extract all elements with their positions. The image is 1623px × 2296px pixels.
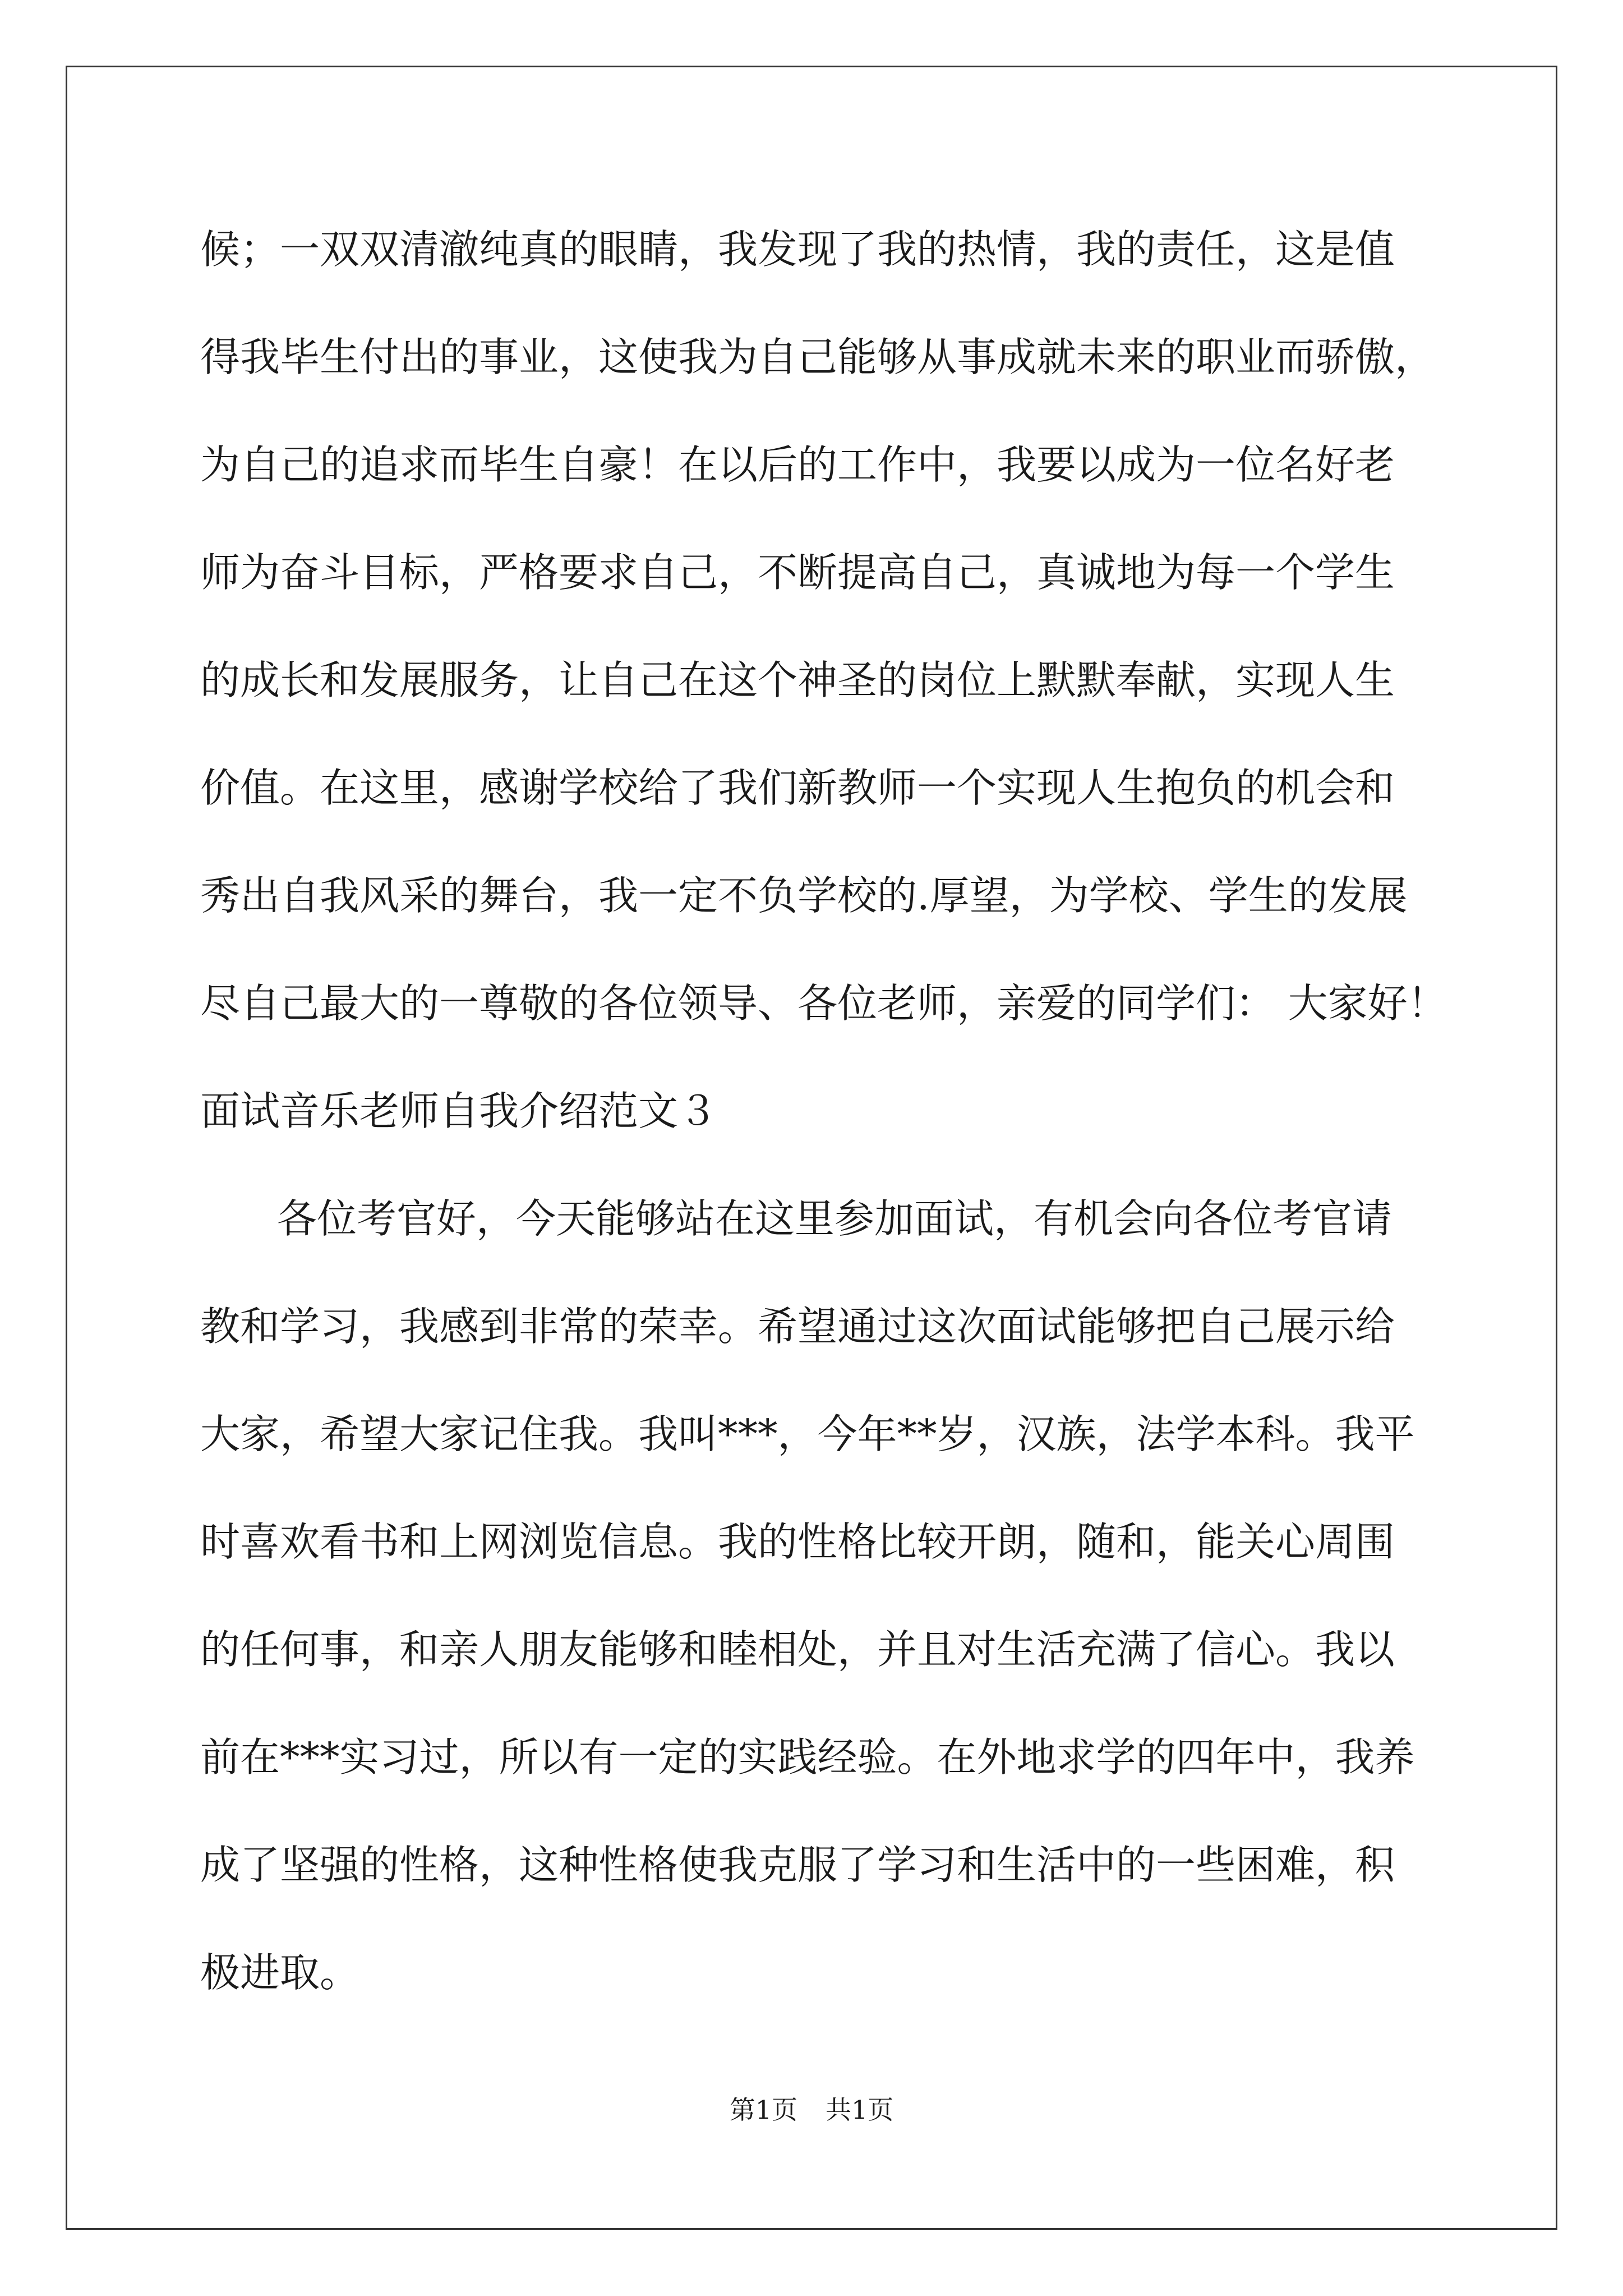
text-line: 候；一双双清澈纯真的眼睛，我发现了我的热情，我的责任，这是值 [200, 226, 1395, 273]
page-number: 第1页 [729, 2095, 797, 2125]
text-line: 为自己的追求而毕生自豪！在以后的工作中，我要以成为一位名好老 [200, 441, 1395, 488]
text-line: 秀出自我风采的舞台，我一定不负学校的.厚望，为学校、学生的发展 [200, 872, 1408, 919]
text-line: 的成长和发展服务，让自己在这个神圣的岗位上默默奉献，实现人生 [200, 657, 1395, 703]
page-footer [0, 2093, 1623, 2127]
text-line: 师为奋斗目标，严格要求自己，不断提高自己，真诚地为每一个学生 [200, 549, 1395, 596]
text-line: 极进取。 [200, 1949, 360, 1996]
text-line: 尽自己最大的一尊敬的各位领导、各位老师，亲爱的同学们： 大家好！ [200, 980, 1447, 1027]
text-line: 前在***实习过，所以有一定的实践经验。在外地求学的四年中，我养 [200, 1734, 1415, 1780]
page-total: 共1页 [826, 2095, 894, 2125]
text-line: 价值。在这里，感谢学校给了我们新教师一个实现人生抱负的机会和 [200, 765, 1395, 811]
text-line: 时喜欢看书和上网浏览信息。我的性格比较开朗，随和，能关心周围 [200, 1519, 1395, 1565]
text-line: 的任何事，和亲人朋友能够和睦相处，并且对生活充满了信心。我以 [200, 1626, 1395, 1673]
section-heading: 面试音乐老师自我介绍范文３ [200, 1088, 718, 1134]
text-line: 得我毕生付出的事业，这使我为自己能够从事成就未来的职业而骄傲， [200, 334, 1435, 380]
text-line: 各位考官好，今天能够站在这里参加面试，有机会向各位考官请 [277, 1195, 1393, 1242]
text-line: 教和学习，我感到非常的荣幸。希望通过这次面试能够把自己展示给 [200, 1303, 1395, 1350]
page-border [66, 66, 1557, 2230]
text-line: 成了坚强的性格，这种性格使我克服了学习和生活中的一些困难，积 [200, 1842, 1395, 1888]
text-line: 大家，希望大家记住我。我叫***，今年**岁，汉族，法学本科。我平 [200, 1411, 1415, 1457]
